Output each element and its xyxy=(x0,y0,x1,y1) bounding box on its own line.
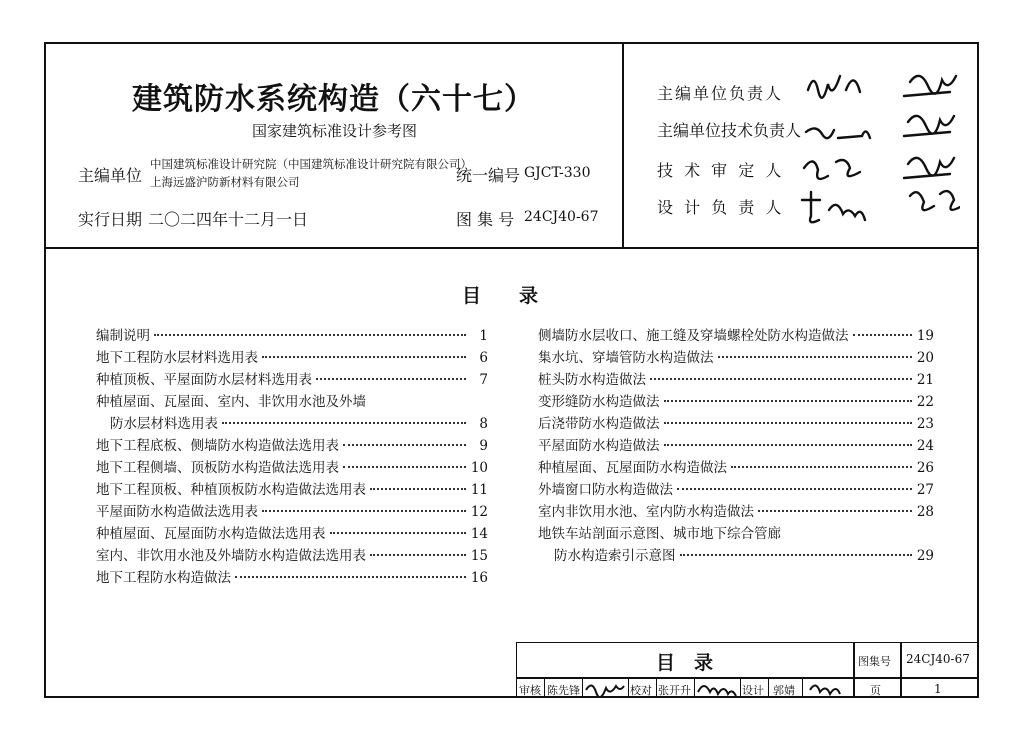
toc-leader-dots xyxy=(680,554,913,556)
toc-item-page: 1 xyxy=(479,328,488,344)
tb-designer: 郭婧 xyxy=(773,684,795,697)
editor-unit-2: 上海远盛沪防新材料有限公司 xyxy=(150,175,300,189)
uniform-no: GJCT-330 xyxy=(524,165,591,181)
tb-page-label: 页 xyxy=(870,684,881,697)
toc-leader-dots xyxy=(677,488,912,490)
tb-reviewer: 陈先锋 xyxy=(547,684,580,697)
toc-item[interactable] xyxy=(538,412,934,432)
toc-leader-dots xyxy=(664,422,913,424)
atlas-no-label: 图 集 号 xyxy=(456,210,515,229)
atlas-no: 24CJ40-67 xyxy=(524,209,599,225)
toc-leader-dots xyxy=(853,334,913,336)
tb-cell-sep xyxy=(582,678,583,698)
role-chief-tech-head: 主编单位技术负责人 xyxy=(657,121,802,140)
toc-item-continued[interactable] xyxy=(538,522,934,542)
toc-item-page: 10 xyxy=(470,460,488,476)
toc-item-page: 23 xyxy=(916,416,934,432)
toc-item-title: 种植屋面、瓦屋面、室内、非饮用水池及外墙 xyxy=(96,394,366,410)
tb-cell-sep xyxy=(802,678,803,698)
tb-design-label: 设计 xyxy=(742,684,764,697)
toc-item-title: 后浇带防水构造做法 xyxy=(538,416,660,432)
tb-checker-signature xyxy=(696,680,738,696)
toc-item-page: 20 xyxy=(916,350,934,366)
title-block-vline xyxy=(900,642,902,698)
toc-heading: 目 录 xyxy=(462,285,539,307)
tb-checker: 张开升 xyxy=(658,684,691,697)
toc-item[interactable] xyxy=(96,368,488,388)
tb-review-label: 审核 xyxy=(519,684,541,697)
toc-leader-dots xyxy=(316,378,466,380)
toc-item[interactable] xyxy=(96,544,488,564)
toc-item[interactable] xyxy=(538,478,934,498)
toc-item-title: 地下工程侧墙、顶板防水构造做法选用表 xyxy=(96,460,339,476)
toc-item[interactable] xyxy=(538,324,934,344)
toc-item-page: 19 xyxy=(916,328,934,344)
toc-item[interactable] xyxy=(554,544,934,564)
impl-date-label: 实行日期 xyxy=(78,210,143,229)
toc-item-page: 22 xyxy=(916,394,934,410)
toc-item-title: 集水坑、穿墙管防水构造做法 xyxy=(538,350,714,366)
toc-leader-dots xyxy=(222,422,466,424)
toc-item-title: 变形缝防水构造做法 xyxy=(538,394,660,410)
role-tech-approver: 技 术 审 定 人 xyxy=(657,161,785,180)
editor-unit-1: 中国建筑标准设计研究院（中国建筑标准设计研究院有限公司） xyxy=(150,157,472,171)
toc-item-page: 28 xyxy=(916,504,934,520)
toc-item[interactable] xyxy=(96,434,488,454)
tb-cell-sep xyxy=(544,678,545,698)
header-divider xyxy=(44,247,979,249)
impl-date: 二〇二四年十二月一日 xyxy=(148,210,309,229)
toc-item-title: 室内非饮用水池、室内防水构造做法 xyxy=(538,504,754,520)
toc-leader-dots xyxy=(343,466,466,468)
toc-leader-dots xyxy=(664,400,913,402)
toc-item-title: 外墙窗口防水构造做法 xyxy=(538,482,673,498)
tb-cell-sep xyxy=(656,678,657,698)
toc-item[interactable] xyxy=(538,434,934,454)
toc-item-page: 8 xyxy=(479,416,488,432)
toc-leader-dots xyxy=(262,356,466,358)
toc-item-title: 地下工程底板、侧墙防水构造做法选用表 xyxy=(96,438,339,454)
toc-item-title: 编制说明 xyxy=(96,328,150,344)
signature-3a xyxy=(804,160,860,179)
toc-item[interactable] xyxy=(96,478,488,498)
toc-item-title: 室内、非饮用水池及外墙防水构造做法选用表 xyxy=(96,548,366,564)
toc-item[interactable] xyxy=(96,522,488,542)
toc-item-title: 平屋面防水构造做法选用表 xyxy=(96,504,258,520)
uniform-no-label: 统一编号 xyxy=(456,166,521,185)
toc-leader-dots xyxy=(731,466,912,468)
toc-leader-dots xyxy=(235,576,466,578)
title-block-divider xyxy=(516,677,979,679)
toc-item-page: 21 xyxy=(916,372,934,388)
toc-item[interactable] xyxy=(96,324,488,344)
toc-item-page: 15 xyxy=(470,548,488,564)
toc-item-page: 26 xyxy=(916,460,934,476)
toc-item[interactable] xyxy=(538,390,934,410)
signature-marks xyxy=(800,60,960,230)
tb-cell-sep xyxy=(740,678,741,698)
signature-1b xyxy=(904,76,956,96)
title-block-atlas-label: 图集号 xyxy=(858,655,891,668)
toc-item-page: 6 xyxy=(479,350,488,366)
toc-leader-dots xyxy=(758,510,912,512)
toc-item-page: 24 xyxy=(916,438,934,454)
toc-item[interactable] xyxy=(538,500,934,520)
toc-item-title: 侧墙防水层收口、施工缝及穿墙螺栓处防水构造做法 xyxy=(538,328,849,344)
toc-item[interactable] xyxy=(96,500,488,520)
tb-check-label: 校对 xyxy=(630,684,652,697)
toc-item-page: 16 xyxy=(470,570,488,586)
tb-designer-signature xyxy=(806,680,850,696)
toc-item-title: 地下工程防水构造做法 xyxy=(96,570,231,586)
toc-item-continued[interactable] xyxy=(96,390,488,410)
signature-4b xyxy=(910,191,960,210)
signature-1a xyxy=(808,76,860,98)
document-title: 建筑防水系统构造（六十七） xyxy=(132,82,535,117)
toc-item-page: 27 xyxy=(916,482,934,498)
toc-leader-dots xyxy=(262,510,466,512)
toc-item[interactable] xyxy=(96,566,488,586)
signature-2b xyxy=(904,116,954,136)
document-subtitle: 国家建筑标准设计参考图 xyxy=(252,122,418,140)
tb-reviewer-signature xyxy=(584,680,626,696)
toc-item-title: 地下工程顶板、种植顶板防水构造做法选用表 xyxy=(96,482,366,498)
title-block-atlas-no: 24CJ40-67 xyxy=(906,652,970,666)
toc-leader-dots xyxy=(664,444,913,446)
toc-item[interactable] xyxy=(110,412,488,432)
toc-item[interactable] xyxy=(96,346,488,366)
title-block-name: 目 录 xyxy=(656,652,714,674)
tb-page-no: 1 xyxy=(934,682,942,696)
role-design-head: 设 计 负 责 人 xyxy=(657,198,785,217)
toc-item-page: 7 xyxy=(479,372,488,388)
toc-item-page: 14 xyxy=(470,526,488,542)
role-chief-unit-head: 主编单位负责人 xyxy=(657,84,784,103)
toc-leader-dots xyxy=(370,488,466,490)
toc-item[interactable] xyxy=(96,456,488,476)
toc-item-title: 地下工程防水层材料选用表 xyxy=(96,350,258,366)
toc-leader-dots xyxy=(718,356,913,358)
tb-cell-sep xyxy=(768,678,769,698)
toc-item-page: 29 xyxy=(916,548,934,564)
toc-leader-dots xyxy=(650,378,912,380)
editor-label: 主编单位 xyxy=(78,166,143,185)
toc-item-title: 桩头防水构造做法 xyxy=(538,372,646,388)
toc-item[interactable] xyxy=(538,456,934,476)
toc-leader-dots xyxy=(343,444,466,446)
tb-cell-sep xyxy=(628,678,629,698)
toc-item-title: 防水构造索引示意图 xyxy=(554,548,676,564)
title-block-vline xyxy=(853,642,855,698)
toc-leader-dots xyxy=(154,334,466,336)
toc-item[interactable] xyxy=(538,346,934,366)
toc-leader-dots xyxy=(370,554,466,556)
toc-item-title: 平屋面防水构造做法 xyxy=(538,438,660,454)
toc-item-title: 种植屋面、瓦屋面防水构造做法 xyxy=(538,460,727,476)
header-vertical-divider xyxy=(622,42,624,248)
toc-item-page: 11 xyxy=(470,482,488,498)
toc-item-page: 9 xyxy=(479,438,488,454)
toc-item[interactable] xyxy=(538,368,934,388)
signature-2a xyxy=(806,128,870,138)
toc-item-title: 地铁车站剖面示意图、城市地下综合管廊 xyxy=(538,526,781,542)
signature-4a xyxy=(802,192,865,222)
toc-item-page: 12 xyxy=(470,504,488,520)
toc-item-title: 防水层材料选用表 xyxy=(110,416,218,432)
toc-item-title: 种植顶板、平屋面防水层材料选用表 xyxy=(96,372,312,388)
signature-3b xyxy=(904,158,954,178)
toc-item-title: 种植屋面、瓦屋面防水构造做法选用表 xyxy=(96,526,326,542)
tb-cell-sep xyxy=(694,678,695,698)
toc-leader-dots xyxy=(330,532,467,534)
